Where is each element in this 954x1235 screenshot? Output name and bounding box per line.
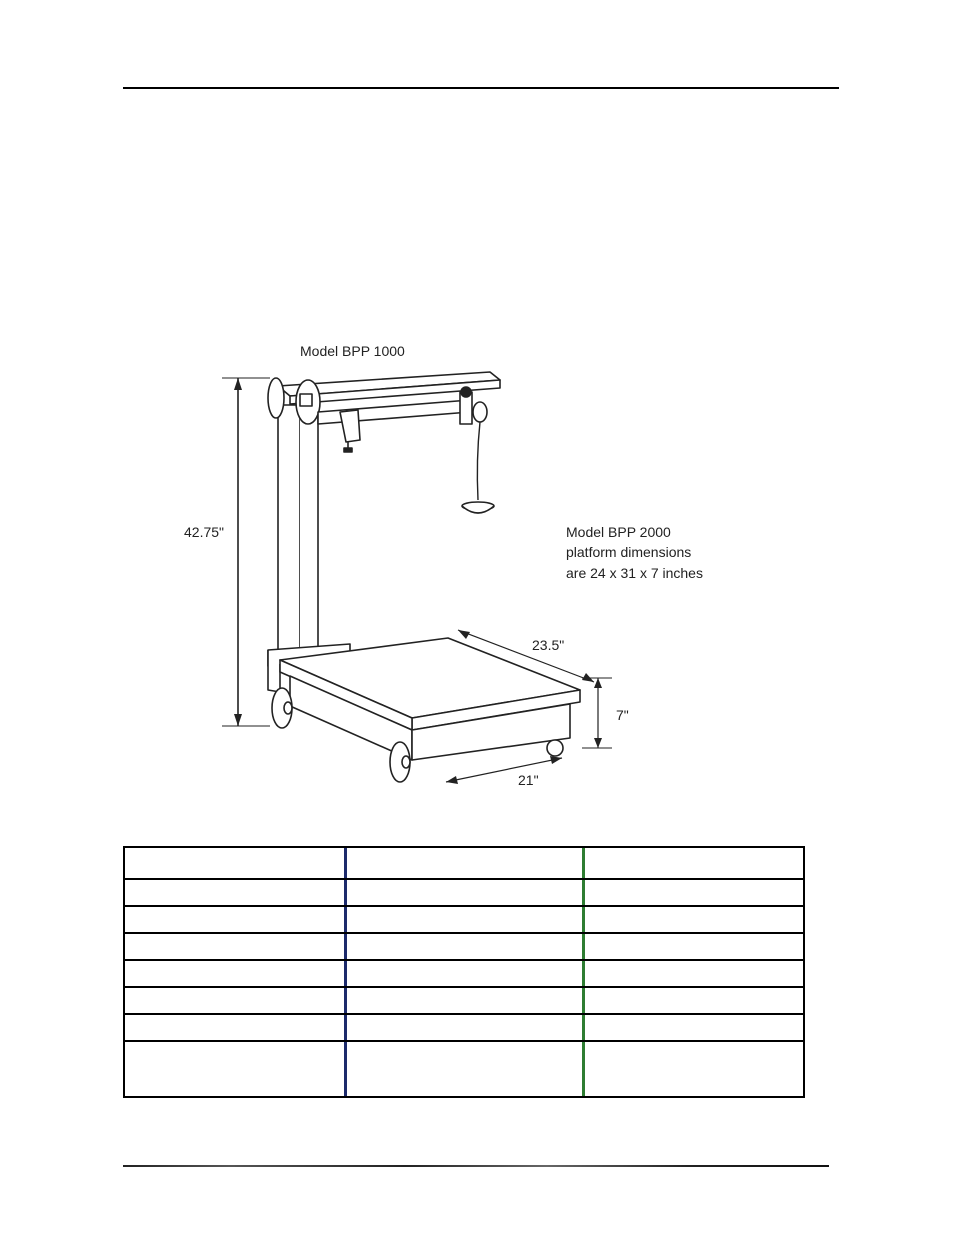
- height-dimension-label: 42.75": [184, 524, 225, 540]
- beam-poise-left: [340, 410, 360, 442]
- table-row-divider: [125, 959, 803, 961]
- platform-height-label: 7": [616, 707, 629, 723]
- note-line-2: platform dimensions: [566, 544, 692, 560]
- width-dimension-line: [446, 758, 562, 782]
- beam-end-disc: [268, 378, 284, 418]
- table-row-divider: [125, 878, 803, 880]
- note-line-3: are 24 x 31 x 7 inches: [566, 565, 703, 581]
- column-divider-2: [582, 848, 585, 1096]
- header-rule: [123, 87, 839, 89]
- table-row-divider: [125, 1040, 803, 1042]
- footer-rule: [123, 1165, 829, 1167]
- wheel-right: [547, 740, 563, 756]
- column-divider-1: [344, 848, 347, 1096]
- table-row-divider: [125, 905, 803, 907]
- table-row-divider: [125, 986, 803, 988]
- scale-column: [278, 405, 300, 650]
- table-row-divider: [125, 932, 803, 934]
- platform-scale-illustration: [150, 330, 770, 800]
- depth-dimension-label: 23.5": [532, 637, 565, 653]
- specification-table: [123, 846, 805, 1098]
- arrow-down-icon: [234, 714, 242, 726]
- scale-figure: [150, 330, 770, 800]
- model-label: Model BPP 1000: [300, 343, 405, 359]
- arrow-up-icon: [234, 378, 242, 390]
- width-dimension-label: 21": [518, 772, 539, 788]
- table-row-divider: [125, 1013, 803, 1015]
- note-line-1: Model BPP 2000: [566, 524, 671, 540]
